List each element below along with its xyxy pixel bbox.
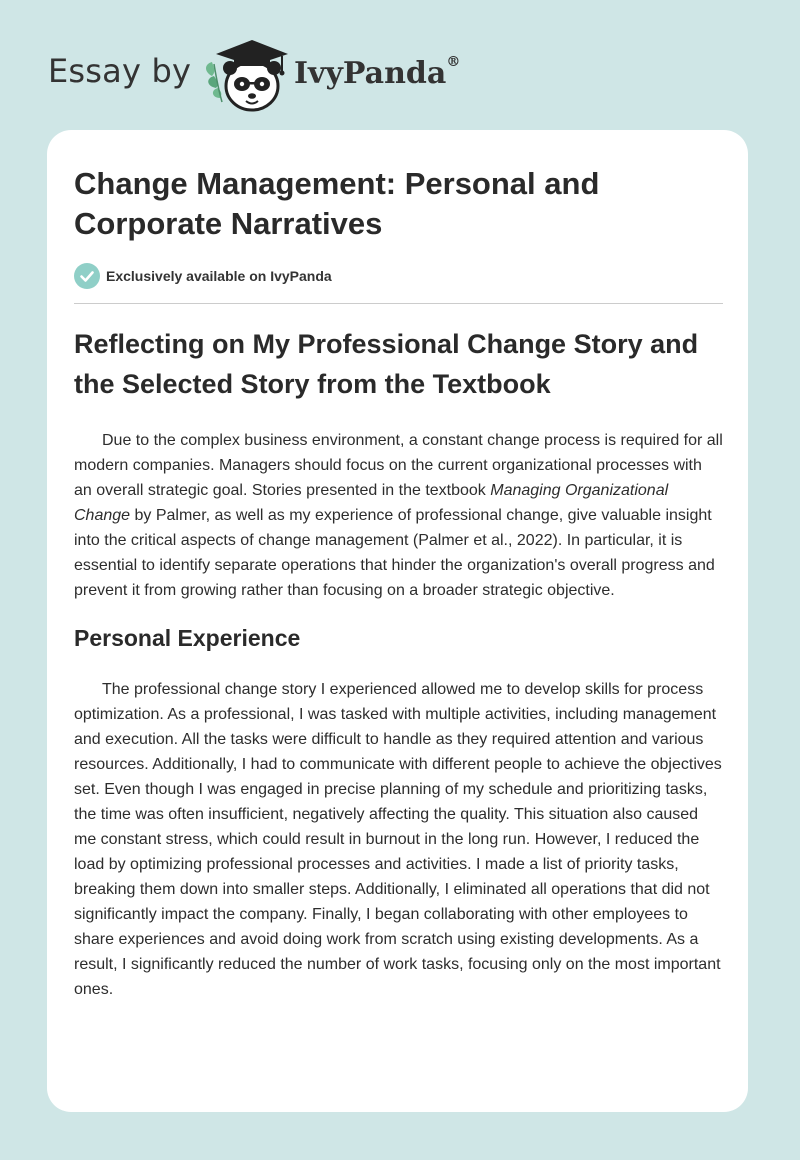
brand-header [48, 36, 508, 116]
check-circle-icon [74, 263, 100, 289]
exclusive-badge [74, 263, 332, 289]
registered-mark: ® [446, 54, 461, 70]
paragraph-reflection: Due to the complex business environment, a constant change process is required for all modern companies. Managers should focus on the current organizational processes with an overall strategic goal. Stories presented in the textbook Managing Organizational Change by Palmer, as well as my experience of professional change, give valuable insight into the critical aspects of change management (Palmer et al., 2022). In particular, it is essential to identify separate operations that hinder the organization's overall progress and prevent it from growing rather than focusing on a broader strategic objective. [74, 432, 723, 599]
book-title: Managing Organizational Change [74, 482, 669, 524]
title-divider [74, 303, 723, 304]
essay-by-label: Essay by [48, 52, 192, 90]
essay-content [74, 324, 724, 1002]
section-heading-personal-experience: Personal Experience [74, 625, 301, 651]
essay-title: Change Management: Personal and Corporate Narratives [74, 166, 600, 241]
section-heading-reflection: Reflecting on My Professional Change Story and the Selected Story from the Textbook [74, 329, 699, 399]
essay-card [47, 130, 748, 1112]
paragraph-personal-experience: The professional change story I experienced allowed me to develop skills for process optimization. As a professional, I was tasked with multiple activities, including management and execution. All the tasks were difficult to handle as they required attention and various resources. Additionally, I had to communicate with different people to achieve the objectives set. Even though I was engaged in precise planning of my schedule and prioritizing tasks, the time was often insufficient, negatively affecting the quality. This situation also caused me constant stress, which could result in burnout in the long run. However, I reduced the load by optimizing professional processes and activities. I made a list of priority tasks, breaking them down into smaller steps. Additionally, I eliminated all operations that did not significantly impact the company. Finally, I began collaborating with other employees to share experiences and avoid doing work from scratch using existing developments. As a result, I significantly reduced the number of work tasks, focusing only on the most important ones. [74, 681, 722, 998]
brand-name: IvyPanda® [294, 54, 461, 91]
exclusive-label: Exclusively available on IvyPanda [106, 268, 332, 284]
panda-graduation-cap-icon [202, 36, 292, 114]
